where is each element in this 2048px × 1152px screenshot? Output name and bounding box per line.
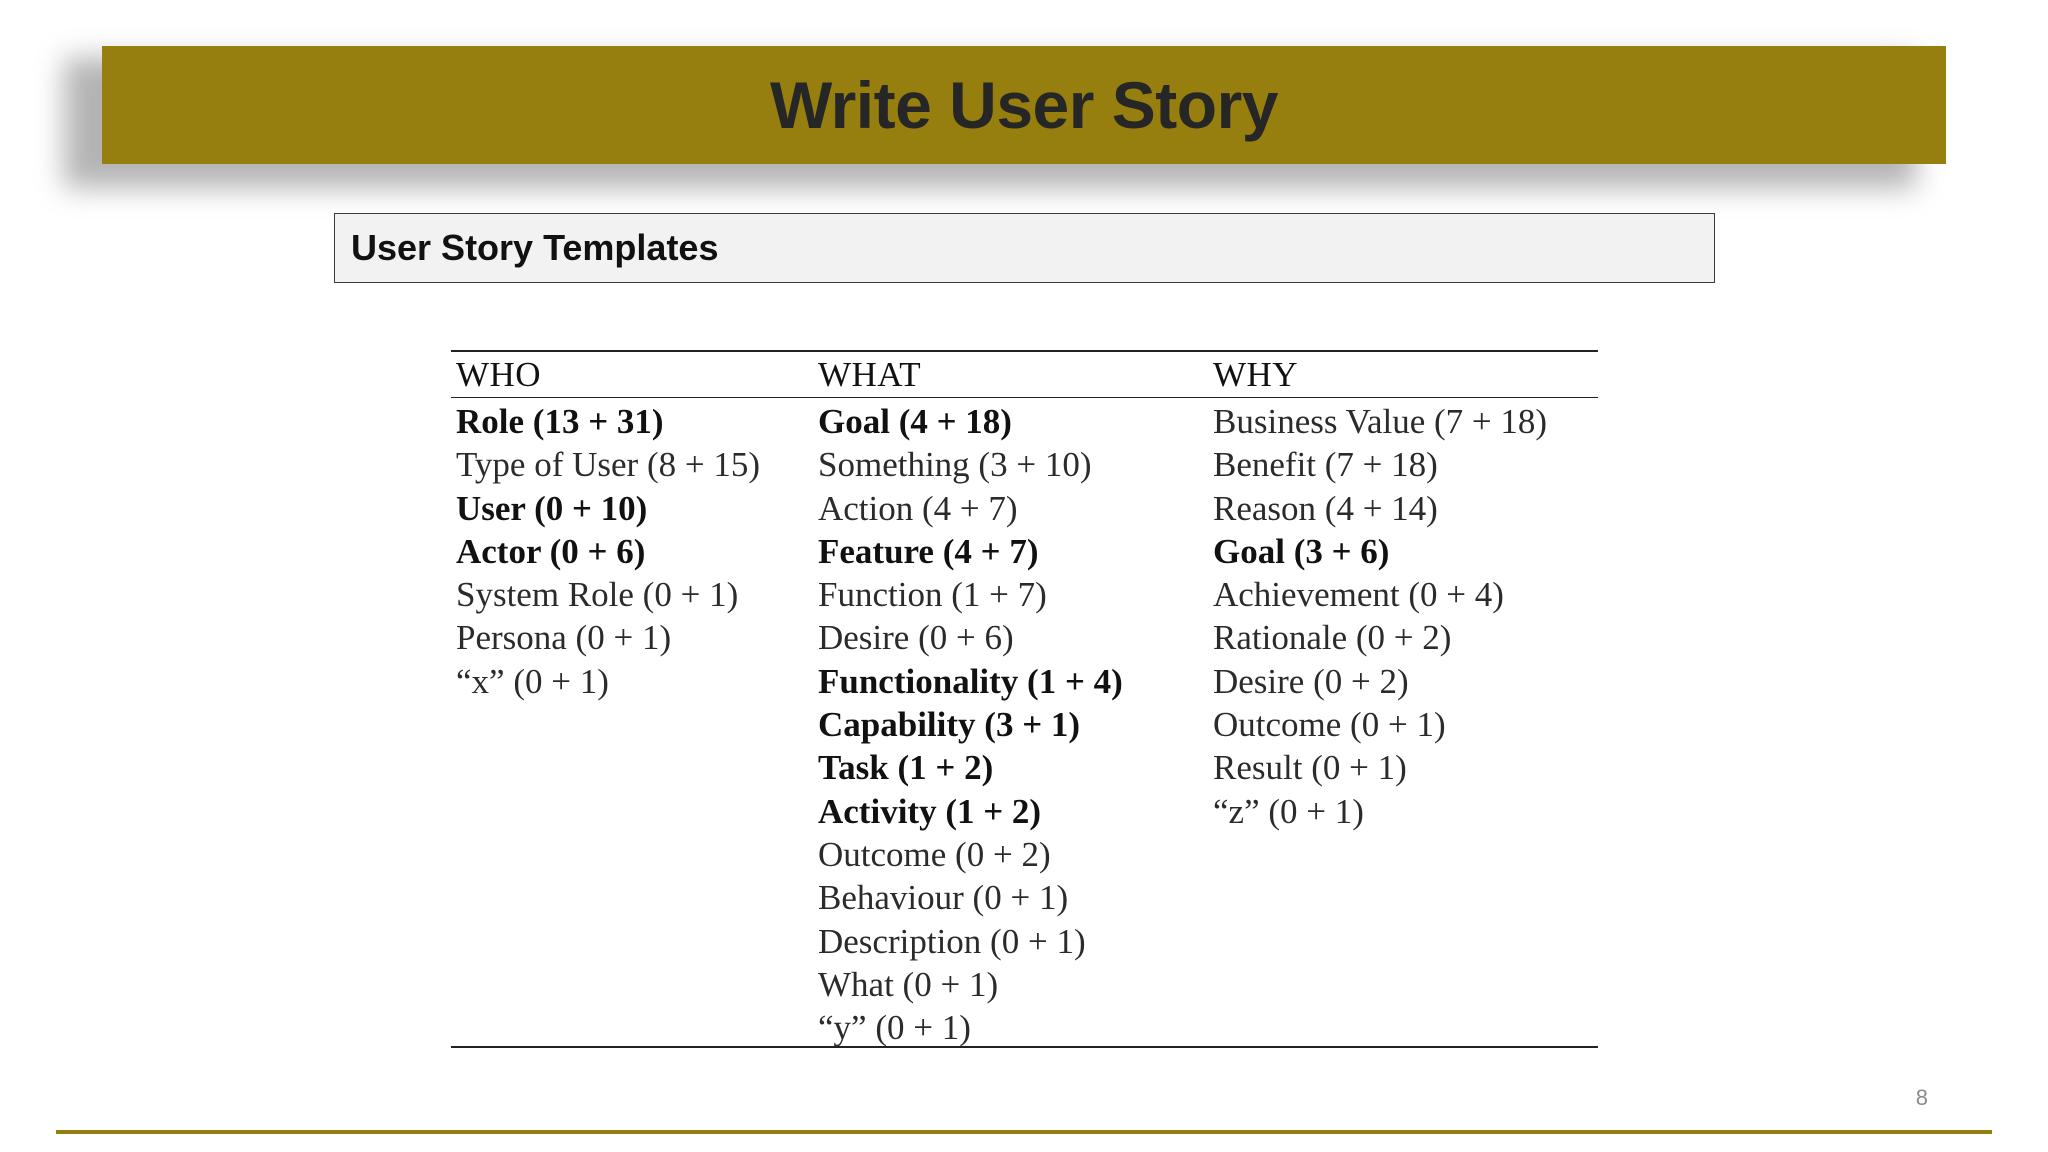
table-cell: Goal (3 + 6) <box>1213 531 1390 571</box>
table-cell: Desire (0 + 6) <box>818 618 1014 658</box>
subtitle-box <box>334 213 1715 283</box>
header-rule <box>451 397 1598 398</box>
table-cell: Actor (0 + 6) <box>456 531 646 571</box>
table-cell: Role (13 + 31) <box>456 402 664 441</box>
table-cell: Achievement (0 + 4) <box>1213 575 1504 615</box>
table-cell: Persona (0 + 1) <box>456 618 672 658</box>
table-cell: Activity (1 + 2) <box>818 791 1042 831</box>
table-cell: Something (3 + 10) <box>818 445 1092 485</box>
table-cell: What (0 + 1) <box>818 964 999 1004</box>
table-cell: Function (1 + 7) <box>818 575 1047 615</box>
table-cell: Capability (3 + 1) <box>818 705 1081 745</box>
footer-line <box>56 1130 1992 1134</box>
column-items-who <box>456 400 760 703</box>
slide-subtitle: User Story Templates <box>351 227 719 268</box>
table-cell: Outcome (0 + 1) <box>1213 705 1446 745</box>
table-cell: System Role (0 + 1) <box>456 575 739 615</box>
table-cell: “z” (0 + 1) <box>1213 791 1364 831</box>
column-what <box>818 352 1123 1048</box>
page-number: 8 <box>1915 1085 1928 1110</box>
column-why <box>1213 352 1548 831</box>
column-header-what: WHAT <box>818 355 922 394</box>
table-cell: Reason (4 + 14) <box>1213 488 1438 528</box>
table-cell: Feature (4 + 7) <box>818 531 1039 571</box>
slide-title: Write User Story <box>770 68 1278 142</box>
table-cell: Desire (0 + 2) <box>1213 661 1409 701</box>
column-items-why <box>1213 400 1547 833</box>
table-cell: “y” (0 + 1) <box>818 1008 971 1048</box>
title-banner <box>102 46 1946 164</box>
table-cell: “x” (0 + 1) <box>456 661 609 701</box>
table-cell: Goal (4 + 18) <box>818 402 1012 441</box>
table-cell: Outcome (0 + 2) <box>818 834 1051 874</box>
table-cell: Description (0 + 1) <box>818 921 1086 961</box>
table-cell: Task (1 + 2) <box>818 748 994 788</box>
table-cell: Functionality (1 + 4) <box>818 661 1123 701</box>
user-story-template-table <box>451 350 1598 1048</box>
column-who <box>456 352 761 701</box>
table-cell: Benefit (7 + 18) <box>1213 445 1438 485</box>
column-header-why: WHY <box>1213 355 1299 394</box>
table-cell: Behaviour (0 + 1) <box>818 878 1069 918</box>
table-cell: Result (0 + 1) <box>1213 748 1407 788</box>
table-cell: Business Value (7 + 18) <box>1213 402 1548 441</box>
column-header-who: WHO <box>456 355 542 394</box>
table-cell: Action (4 + 7) <box>818 488 1018 528</box>
table-cell: Rationale (0 + 2) <box>1213 618 1452 658</box>
column-items-what <box>818 400 1123 1049</box>
table-cell: User (0 + 10) <box>456 488 648 528</box>
table-cell: Type of User (8 + 15) <box>456 445 761 485</box>
